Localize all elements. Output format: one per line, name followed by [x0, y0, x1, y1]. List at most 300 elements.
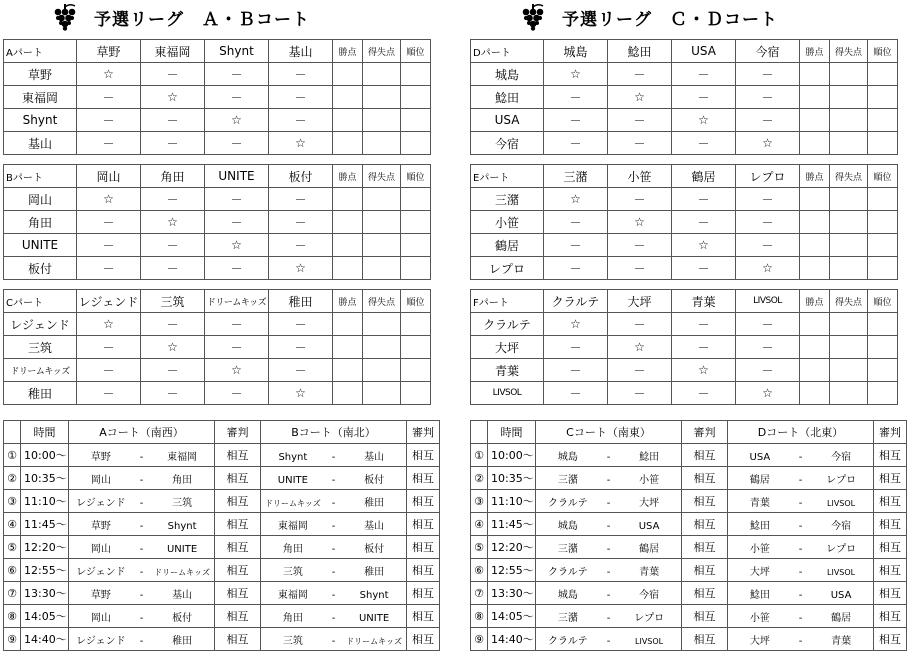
match-number: ③ [471, 490, 488, 513]
team-away: LIVSOL [827, 498, 856, 508]
vs-separator: - [331, 520, 336, 532]
empty-mark: － [544, 211, 608, 234]
stat-cell [401, 109, 431, 132]
team-away: レプロ [634, 612, 665, 624]
self-mark: ☆ [77, 188, 141, 211]
team-header: 岡山 [77, 165, 141, 188]
stat-cell [363, 359, 401, 382]
vs-separator: - [331, 566, 336, 578]
referee: 相互 [407, 444, 440, 467]
group-row [4, 188, 431, 211]
court-header: Cコート（南東） [536, 421, 682, 444]
team-name: USA [471, 109, 544, 132]
match-cell [728, 605, 874, 628]
self-mark: ☆ [672, 109, 736, 132]
referee: 相互 [215, 467, 261, 490]
match-cell [69, 444, 215, 467]
court-header: Bコート（南北） [261, 421, 407, 444]
team-header: 三筑 [141, 290, 205, 313]
match-time: 11:45～ [488, 513, 536, 536]
match-row [4, 490, 440, 513]
empty-mark: － [736, 359, 800, 382]
match-time: 12:20～ [488, 536, 536, 559]
team-header: 稚田 [269, 290, 333, 313]
empty-mark: － [141, 63, 205, 86]
group-row [4, 86, 431, 109]
team-away: Shynt [359, 589, 389, 601]
vs-separator: - [606, 543, 611, 555]
vs-separator: - [798, 497, 803, 509]
match-cell [261, 582, 407, 605]
team-home: クラルテ [548, 635, 588, 647]
team-home: 草野 [90, 451, 111, 463]
stat-cell [868, 257, 898, 280]
referee: 相互 [874, 628, 907, 651]
team-header: 今宿 [736, 40, 800, 63]
empty-mark: － [141, 359, 205, 382]
empty-mark: － [736, 211, 800, 234]
team-name: 青葉 [471, 359, 544, 382]
team-away: 基山 [172, 589, 193, 601]
team-away: UNITE [358, 612, 390, 624]
match-cell [261, 444, 407, 467]
empty-mark: － [205, 382, 269, 405]
empty-mark: － [608, 359, 672, 382]
stat-cell [830, 359, 868, 382]
rank-header: 順位 [401, 40, 431, 63]
stat-cell [333, 63, 363, 86]
stat-cell [800, 63, 830, 86]
vs-separator: - [606, 566, 611, 578]
schedule-right-table [470, 420, 907, 651]
group-row [471, 359, 898, 382]
group-row [471, 257, 898, 280]
referee: 相互 [874, 582, 907, 605]
stat-cell [830, 132, 868, 155]
stat-cell [830, 63, 868, 86]
team-away: USA [638, 520, 660, 532]
empty-mark: － [608, 234, 672, 257]
rank-header: 順位 [401, 165, 431, 188]
empty-mark: － [736, 86, 800, 109]
vs-separator: - [798, 635, 803, 647]
self-mark: ☆ [141, 86, 205, 109]
self-mark: ☆ [608, 336, 672, 359]
match-time: 14:05～ [488, 605, 536, 628]
empty-mark: － [77, 234, 141, 257]
empty-mark: － [608, 109, 672, 132]
empty-mark: － [205, 188, 269, 211]
team-home: 岡山 [90, 474, 111, 486]
stat-cell [800, 109, 830, 132]
team-name: 小笹 [471, 211, 544, 234]
referee: 相互 [215, 559, 261, 582]
group-row [471, 313, 898, 336]
match-cell [261, 559, 407, 582]
stat-cell [363, 63, 401, 86]
vs-separator: - [606, 589, 611, 601]
match-number: ⑥ [471, 559, 488, 582]
stat-cell [830, 109, 868, 132]
match-row [471, 467, 907, 490]
team-header: 板付 [269, 165, 333, 188]
referee: 相互 [407, 559, 440, 582]
team-name: 基山 [4, 132, 77, 155]
group-row [4, 313, 431, 336]
stat-cell [868, 109, 898, 132]
team-home: 鯰田 [749, 520, 770, 532]
stat-cell [830, 234, 868, 257]
team-header: 角田 [141, 165, 205, 188]
vs-separator: - [606, 451, 611, 463]
team-header: USA [672, 40, 736, 63]
team-away: LIVSOL [827, 567, 856, 577]
match-cell [536, 582, 682, 605]
self-mark: ☆ [269, 382, 333, 405]
empty-mark: － [77, 211, 141, 234]
team-name: 東福岡 [4, 86, 77, 109]
group-row [471, 132, 898, 155]
stat-cell [401, 234, 431, 257]
vs-separator: - [139, 451, 144, 463]
self-mark: ☆ [736, 382, 800, 405]
referee: 相互 [682, 467, 728, 490]
empty-mark: － [269, 359, 333, 382]
team-header: UNITE [205, 165, 269, 188]
referee: 相互 [874, 490, 907, 513]
stat-cell [333, 336, 363, 359]
empty-mark: － [269, 313, 333, 336]
empty-mark: － [269, 86, 333, 109]
team-away: ドリームキッズ [154, 567, 210, 577]
team-away: 東福岡 [167, 451, 198, 463]
empty-mark: － [672, 86, 736, 109]
match-number: ⑨ [471, 628, 488, 651]
team-away: 今宿 [831, 520, 852, 532]
stat-cell [401, 211, 431, 234]
team-name: LIVSOL [471, 382, 544, 405]
self-mark: ☆ [205, 109, 269, 132]
team-away: 稚田 [172, 635, 193, 647]
team-away: 基山 [364, 520, 385, 532]
empty-mark: － [736, 188, 800, 211]
match-number: ⑤ [471, 536, 488, 559]
team-away: 基山 [364, 451, 385, 463]
team-name: 三筑 [4, 336, 77, 359]
group-row [471, 63, 898, 86]
time-header: 時間 [21, 421, 69, 444]
team-header: 東福岡 [141, 40, 205, 63]
court-header: Dコート（北東） [728, 421, 874, 444]
empty-mark: － [608, 313, 672, 336]
team-home: クラルテ [548, 497, 588, 509]
referee: 相互 [407, 582, 440, 605]
team-header: 小笹 [608, 165, 672, 188]
match-row [4, 582, 440, 605]
vs-separator: - [798, 612, 803, 624]
match-cell [261, 605, 407, 628]
goal-diff-header: 得失点 [363, 165, 401, 188]
stat-cell [333, 382, 363, 405]
match-cell [69, 628, 215, 651]
goal-diff-header: 得失点 [830, 165, 868, 188]
stat-cell [800, 211, 830, 234]
team-away: 青葉 [639, 566, 660, 578]
empty-mark: － [269, 109, 333, 132]
match-cell [536, 444, 682, 467]
vs-separator: - [139, 612, 144, 624]
empty-mark: － [77, 86, 141, 109]
vs-separator: - [798, 474, 803, 486]
match-number: ⑤ [4, 536, 21, 559]
group-table-d [470, 39, 898, 155]
stat-cell [800, 86, 830, 109]
stat-cell [333, 86, 363, 109]
grape-icon [50, 3, 80, 31]
match-time: 10:00～ [21, 444, 69, 467]
self-mark: ☆ [269, 257, 333, 280]
match-number: ① [471, 444, 488, 467]
match-row [471, 605, 907, 628]
empty-mark: － [141, 313, 205, 336]
stat-cell [363, 86, 401, 109]
group-row [4, 234, 431, 257]
team-header: レジェンド [77, 290, 141, 313]
match-row [471, 490, 907, 513]
empty-mark: － [608, 132, 672, 155]
stat-cell [333, 188, 363, 211]
match-cell [536, 467, 682, 490]
referee-header: 審判 [682, 421, 728, 444]
empty-mark: － [77, 382, 141, 405]
vs-separator: - [139, 543, 144, 555]
referee: 相互 [682, 582, 728, 605]
match-number: ⑦ [471, 582, 488, 605]
team-away: 稚田 [364, 497, 385, 509]
schedule-left-table [3, 420, 440, 651]
group-table-c [3, 289, 431, 405]
vs-separator: - [139, 589, 144, 601]
match-cell [536, 536, 682, 559]
empty-mark: － [205, 86, 269, 109]
vs-separator: - [606, 497, 611, 509]
team-away: ドリームキッズ [346, 636, 402, 646]
empty-mark: － [544, 382, 608, 405]
match-time: 14:40～ [21, 628, 69, 651]
team-name: ドリームキッズ [4, 359, 77, 382]
points-header: 勝点 [333, 40, 363, 63]
match-cell [728, 536, 874, 559]
group-label: Cパート [4, 290, 77, 313]
team-home: Shynt [278, 451, 308, 463]
stat-cell [800, 234, 830, 257]
empty-mark: － [77, 257, 141, 280]
no-header [4, 421, 21, 444]
stat-cell [363, 132, 401, 155]
vs-separator: - [139, 566, 144, 578]
vs-separator: - [331, 635, 336, 647]
vs-separator: - [606, 635, 611, 647]
team-header: 三潴 [544, 165, 608, 188]
team-home: 角田 [282, 612, 303, 624]
stat-cell [868, 132, 898, 155]
empty-mark: － [205, 63, 269, 86]
referee: 相互 [215, 490, 261, 513]
empty-mark: － [77, 109, 141, 132]
team-away: 鶴居 [639, 543, 660, 555]
team-away: LIVSOL [635, 636, 664, 646]
team-header: クラルテ [544, 290, 608, 313]
empty-mark: － [269, 188, 333, 211]
team-header: 城島 [544, 40, 608, 63]
group-row [471, 234, 898, 257]
match-cell [69, 559, 215, 582]
court-header: Aコート（南西） [69, 421, 215, 444]
empty-mark: － [544, 336, 608, 359]
match-cell [728, 628, 874, 651]
match-cell [728, 467, 874, 490]
stat-cell [363, 109, 401, 132]
self-mark: ☆ [672, 234, 736, 257]
team-name: 草野 [4, 63, 77, 86]
group-label: Aパート [4, 40, 77, 63]
stat-cell [401, 382, 431, 405]
empty-mark: － [672, 382, 736, 405]
group-row [4, 211, 431, 234]
match-time: 12:20～ [21, 536, 69, 559]
match-time: 14:05～ [21, 605, 69, 628]
goal-diff-header: 得失点 [830, 40, 868, 63]
match-row [471, 536, 907, 559]
referee: 相互 [682, 490, 728, 513]
team-name: 鯰田 [471, 86, 544, 109]
group-table-a [3, 39, 431, 155]
referee: 相互 [682, 536, 728, 559]
match-time: 10:35～ [488, 467, 536, 490]
team-home: 大坪 [749, 566, 770, 578]
vs-separator: - [331, 497, 336, 509]
match-row [471, 559, 907, 582]
match-cell [536, 605, 682, 628]
match-cell [261, 628, 407, 651]
empty-mark: － [608, 188, 672, 211]
empty-mark: － [205, 313, 269, 336]
empty-mark: － [544, 234, 608, 257]
team-home: 岡山 [90, 612, 111, 624]
match-cell [69, 467, 215, 490]
match-number: ⑧ [4, 605, 21, 628]
match-row [4, 605, 440, 628]
stat-cell [363, 234, 401, 257]
match-time: 11:10～ [21, 490, 69, 513]
group-row [4, 257, 431, 280]
match-cell [536, 513, 682, 536]
vs-separator: - [331, 589, 336, 601]
team-header: 青葉 [672, 290, 736, 313]
match-cell [728, 582, 874, 605]
self-mark: ☆ [608, 86, 672, 109]
team-home: クラルテ [548, 566, 588, 578]
stat-cell [830, 336, 868, 359]
rank-header: 順位 [868, 165, 898, 188]
empty-mark: － [672, 63, 736, 86]
referee: 相互 [874, 605, 907, 628]
match-row [471, 444, 907, 467]
team-name: 鶴居 [471, 234, 544, 257]
match-row [4, 536, 440, 559]
match-cell [536, 559, 682, 582]
rank-header: 順位 [868, 40, 898, 63]
match-number: ④ [471, 513, 488, 536]
self-mark: ☆ [141, 336, 205, 359]
empty-mark: － [672, 211, 736, 234]
referee: 相互 [407, 605, 440, 628]
team-name: 板付 [4, 257, 77, 280]
stat-cell [800, 336, 830, 359]
team-home: 草野 [90, 589, 111, 601]
referee: 相互 [215, 444, 261, 467]
match-cell [69, 513, 215, 536]
referee: 相互 [215, 628, 261, 651]
team-name: 岡山 [4, 188, 77, 211]
referee-header: 審判 [874, 421, 907, 444]
team-home: レジェンド [76, 497, 126, 509]
vs-separator: - [331, 474, 336, 486]
group-table-e [470, 164, 898, 280]
vs-separator: - [331, 543, 336, 555]
vs-separator: - [606, 612, 611, 624]
stat-cell [401, 188, 431, 211]
group-row [471, 109, 898, 132]
match-time: 11:45～ [21, 513, 69, 536]
points-header: 勝点 [800, 165, 830, 188]
empty-mark: － [77, 359, 141, 382]
team-home: ドリームキッズ [264, 498, 321, 508]
team-home: 鯰田 [749, 589, 770, 601]
match-number: ③ [4, 490, 21, 513]
vs-separator: - [139, 474, 144, 486]
stat-cell [363, 336, 401, 359]
stat-cell [333, 132, 363, 155]
referee: 相互 [874, 513, 907, 536]
team-away: Shynt [167, 520, 197, 532]
group-row [471, 336, 898, 359]
team-home: 三筑 [282, 566, 303, 578]
stat-cell [333, 257, 363, 280]
empty-mark: － [544, 359, 608, 382]
empty-mark: － [544, 257, 608, 280]
group-row [471, 86, 898, 109]
match-time: 13:30～ [488, 582, 536, 605]
team-header: レプロ [736, 165, 800, 188]
empty-mark: － [672, 257, 736, 280]
empty-mark: － [141, 382, 205, 405]
empty-mark: － [205, 211, 269, 234]
stat-cell [401, 132, 431, 155]
match-time: 12:55～ [21, 559, 69, 582]
stat-cell [363, 313, 401, 336]
match-number: ⑧ [471, 605, 488, 628]
empty-mark: － [608, 257, 672, 280]
self-mark: ☆ [544, 313, 608, 336]
referee: 相互 [407, 467, 440, 490]
points-header: 勝点 [800, 40, 830, 63]
match-time: 10:00～ [488, 444, 536, 467]
page-title-left: 予選リーグ Ａ・Ｂコート [94, 9, 310, 30]
match-cell [728, 490, 874, 513]
empty-mark: － [736, 63, 800, 86]
referee: 相互 [682, 559, 728, 582]
